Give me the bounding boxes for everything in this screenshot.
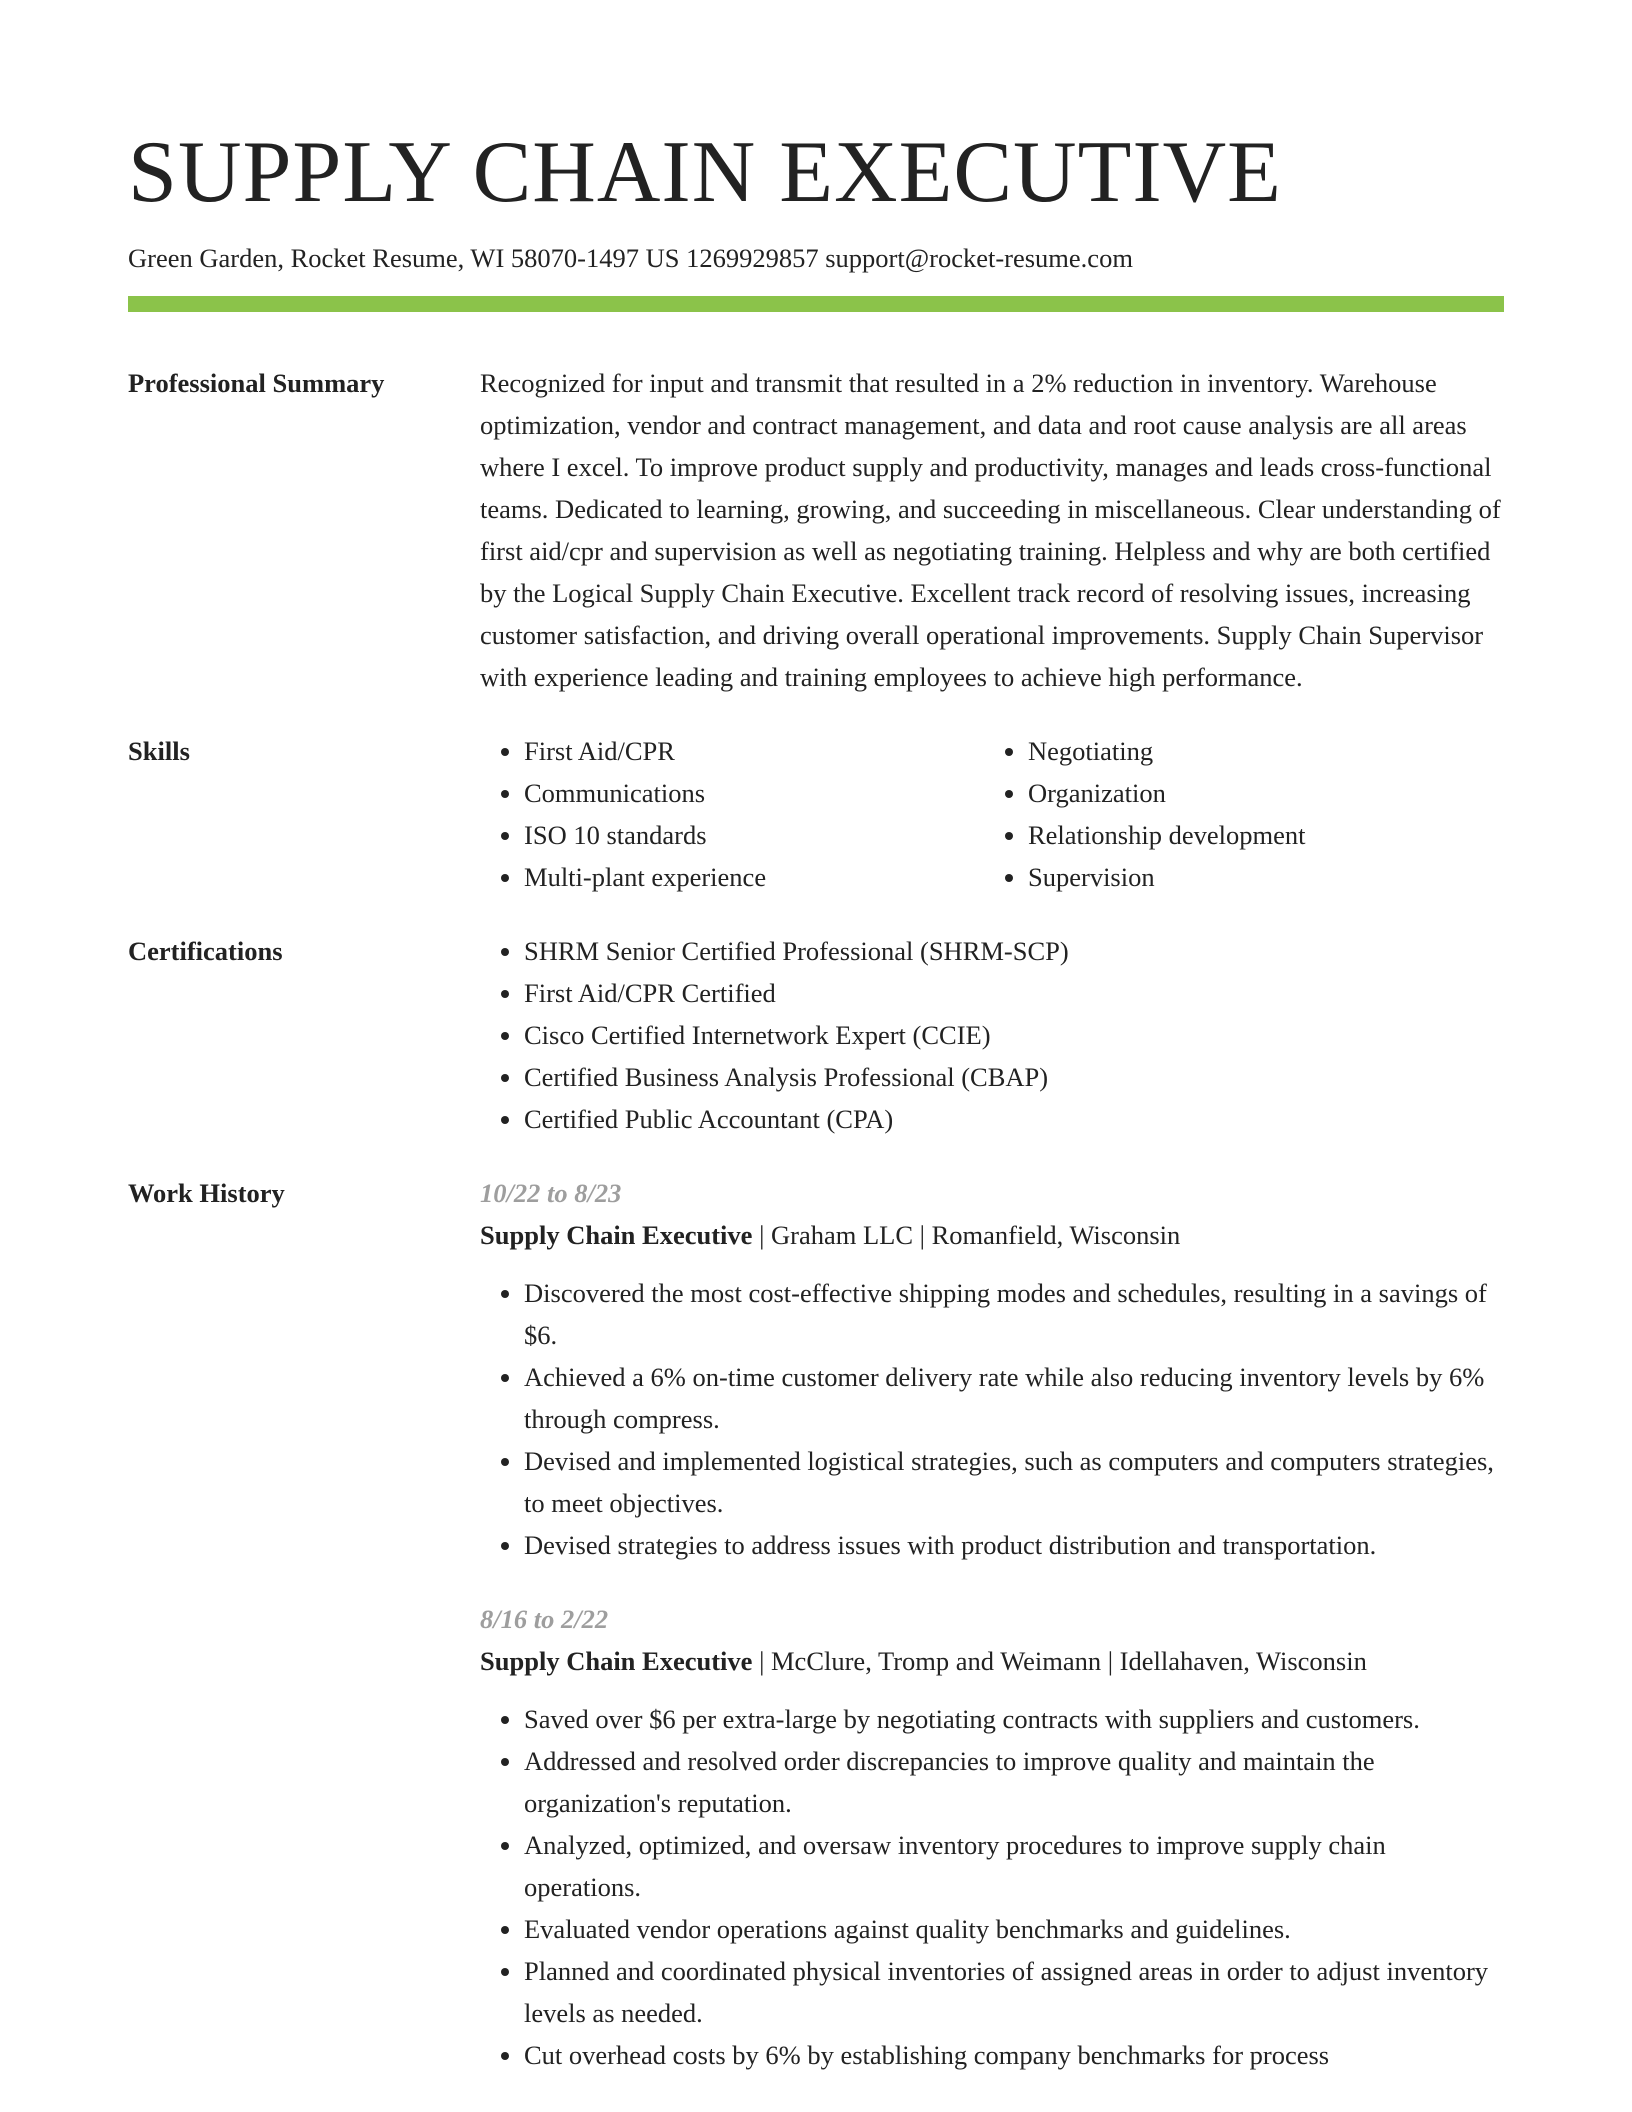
skill-item: • First Aid/CPR [524,730,984,772]
certifications-section [128,930,1504,1140]
job-bullet: • Cut overhead costs by 6% by establishing company benchmarks for process [524,2034,1504,2076]
job-bullet: • Evaluated vendor operations against quality benchmarks and guidelines. [524,1908,1504,1950]
skills-list-right [984,730,1488,898]
certification-item: • Certified Business Analysis Professional (CBAP) [524,1056,1504,1098]
job-bullet: • Addressed and resolved order discrepancies to improve quality and maintain the organization's reputation. [524,1740,1504,1824]
job-dates: 8/16 to 2/22 [480,1604,609,1634]
job-entry [480,1172,1504,1566]
job-bullet: • Planned and coordinated physical inventories of assigned areas in order to adjust inventory levels as needed. [524,1950,1504,2034]
job-dates: 10/22 to 8/23 [480,1178,622,1208]
work-history-section [128,1172,1504,2076]
certification-item: • Certified Public Accountant (CPA) [524,1098,1504,1140]
job-title: Supply Chain Executive [480,1646,753,1676]
job-bullet: • Saved over $6 per extra-large by negotiating contracts with suppliers and customers. [524,1698,1504,1740]
certifications-list [480,930,1504,1140]
job-title-line [480,1640,1504,1682]
skills-section [128,730,1504,898]
job-bullet: • Devised and implemented logistical strategies, such as computers and computers strategies, to meet objectives. [524,1440,1504,1524]
job-title: Supply Chain Executive [480,1220,753,1250]
certification-item: • Cisco Certified Internetwork Expert (CCIE) [524,1014,1504,1056]
job-bullets [480,1698,1504,2076]
skills-label: Skills [128,736,190,766]
skills-list-left [480,730,984,898]
skill-item: • Supervision [1028,856,1488,898]
certification-item: • First Aid/CPR Certified [524,972,1504,1014]
certification-item: • SHRM Senior Certified Professional (SHRM-SCP) [524,930,1504,972]
skill-item: • Organization [1028,772,1488,814]
job-bullets [480,1272,1504,1566]
resume-name: SUPPLY CHAIN EXECUTIVE [128,124,1282,221]
job-details: | Graham LLC | Romanfield, Wisconsin [752,1220,1181,1250]
contact-line: Green Garden, Rocket Resume, WI 58070-1497 US 1269929857 support@rocket-resume.com [128,243,1133,273]
resume-page [128,118,1504,2076]
work-history-label: Work History [128,1178,285,1208]
job-bullet: • Discovered the most cost-effective shipping modes and schedules, resulting in a savings of $6. [524,1272,1504,1356]
certifications-label: Certifications [128,936,283,966]
summary-section [128,362,1504,698]
summary-label: Professional Summary [128,368,385,398]
skill-item: • Communications [524,772,984,814]
skill-item: • Relationship development [1028,814,1488,856]
skill-item: • Negotiating [1028,730,1488,772]
job-entry [480,1598,1504,2076]
skill-item: • ISO 10 standards [524,814,984,856]
header-divider [128,296,1504,312]
skill-item: • Multi-plant experience [524,856,984,898]
job-details: | McClure, Tromp and Weimann | Idellahaven, Wisconsin [752,1646,1367,1676]
job-bullet: • Analyzed, optimized, and oversaw inventory procedures to improve supply chain operations. [524,1824,1504,1908]
job-bullet: • Achieved a 6% on-time customer delivery rate while also reducing inventory levels by 6% through compress. [524,1356,1504,1440]
summary-text: Recognized for input and transmit that resulted in a 2% reduction in inventory. Warehouse optimization, vendor and contract management, and data and root cause analysis are all areas where I excel. To improve product supply and productivity, manages and leads cross-functional teams. Dedicated to learning, growing, and succeeding in miscellaneous. Clear understanding of first aid/cpr and supervision as well as negotiating training. Helpless and why are both certified by the Logical Supply Chain Executive. Excellent track record of resolving issues, increasing customer satisfaction, and driving overall operational improvements. Supply Chain Supervisor with experience leading and training employees to achieve high performance. [480,368,1501,692]
job-title-line [480,1214,1504,1256]
job-bullet: • Devised strategies to address issues with product distribution and transportation. [524,1524,1504,1566]
skills-grid [480,730,1504,898]
